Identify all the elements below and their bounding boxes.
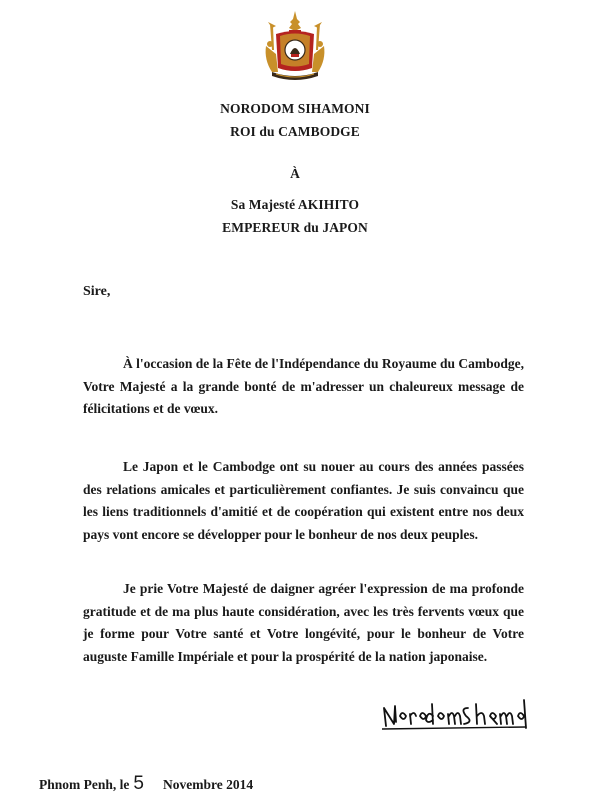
paragraph-2: Le Japon et le Cambodge ont su nouer au cours des années passées des relations amicales et particulièrement confiantes. Je suis convaincu que les liens traditionnels d'amitié et de coopération qui existent entre nos deux pays vont encore se développer pour le bonheur de nos deux peuples. [83,459,524,542]
paragraph-3: Je prie Votre Majesté de daigner agréer l'expression de ma profonde gratitude et de ma plus haute considération, avec les très fervents vœux que je forme pour Votre santé et Votre longévité, pour le bonheur de Votre auguste Famille Impériale et pour la prospérité de la nation japonaise. [83,581,524,664]
signature-image [378,694,530,734]
royal-coat-of-arms-icon [262,10,328,84]
salutation: Sire, [83,284,111,299]
paragraph-1: À l'occasion de la Fête de l'Indépendance du Royaume du Cambodge, Votre Majesté a la grande bonté de m'adresser un chaleureux message de félicitations et de vœux. [83,356,524,416]
day-number: 5 [133,773,144,794]
place-date-line [39,773,253,795]
to-word: À [290,166,300,181]
sender-name: NORODOM SIHAMONI [220,101,370,116]
place-label: Phnom Penh, le [39,777,130,792]
month-year: Novembre 2014 [162,777,254,792]
sender-title: ROI du CAMBODGE [230,124,360,139]
recipient-title: EMPEREUR du JAPON [222,220,368,235]
recipient-name: Sa Majesté AKIHITO [230,197,360,212]
